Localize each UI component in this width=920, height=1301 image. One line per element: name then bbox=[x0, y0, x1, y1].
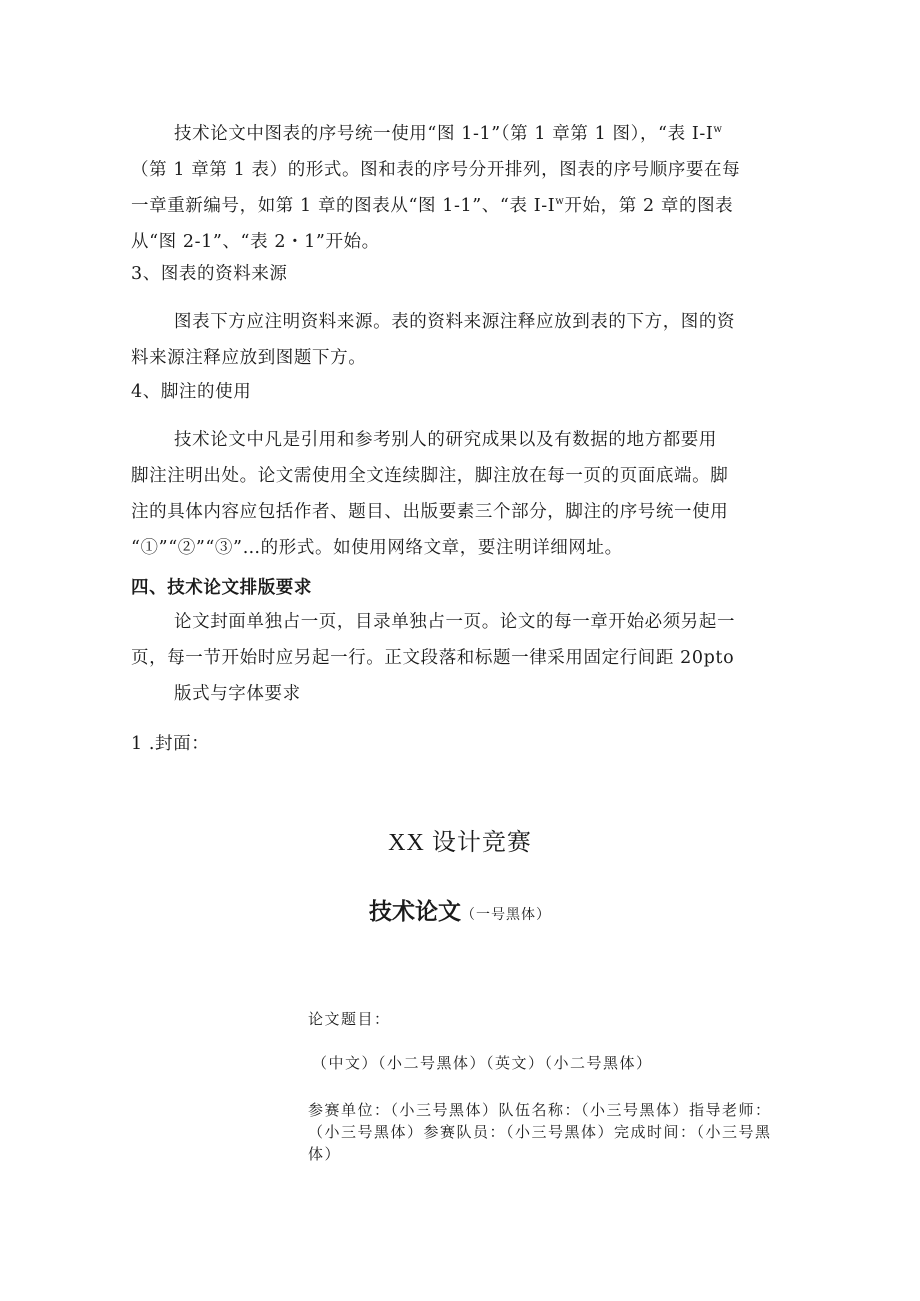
heading-figure-sources: 3、图表的资料来源 bbox=[131, 264, 288, 284]
paragraph-line: 技术论文中图表的序号统一使用“图 1-1”（第 1 章第 1 图），“表 I-I bbox=[174, 124, 714, 144]
paragraph-figure-sources bbox=[131, 310, 791, 382]
cover-info-line: （小三号黑体）参赛队员：（小三号黑体）完成时间：（小三号黑 bbox=[308, 1123, 772, 1141]
paragraph-line: （第 1 章第 1 表）的形式。图和表的序号分开排列，图表的序号顺序要在每 bbox=[131, 160, 741, 180]
cover-subtitle-main: 技术论文 bbox=[369, 899, 461, 925]
superscript-mark: w bbox=[713, 124, 723, 136]
paragraph-line: 一章重新编号，如第 1 章的图表从“图 1-1”、“表 I-I bbox=[131, 196, 556, 216]
paragraph-line: “①”“②”“③”…的形式。如使用网络文章，要注明详细网址。 bbox=[131, 538, 623, 558]
paragraph-line: 版式与字体要求 bbox=[174, 684, 301, 704]
paragraph-layout-requirements bbox=[131, 610, 791, 718]
cover-subtitle-note: （一号黑体） bbox=[461, 907, 551, 923]
paragraph-line: 技术论文中凡是引用和参考别人的研究成果以及有数据的地方都要用 bbox=[174, 430, 717, 450]
superscript-mark: w bbox=[555, 196, 565, 208]
paragraph-figure-numbering bbox=[131, 122, 791, 266]
section-heading-layout: 四、技术论文排版要求 bbox=[131, 578, 312, 598]
cover-subtitle bbox=[0, 897, 920, 930]
paragraph-line: 注的具体内容应包括作者、题目、出版要素三个部分，脚注的序号统一使用 bbox=[131, 502, 729, 522]
cover-info-line: 体） bbox=[308, 1145, 342, 1163]
cover-info-line: 参赛单位：（小三号黑体）队伍名称：（小三号黑体）指导老师： bbox=[308, 1101, 772, 1119]
paragraph-line: 论文封面单独占一页，目录单独占一页。论文的每一章开始必须另起一 bbox=[174, 612, 736, 632]
paragraph-line: 料来源注释应放到图题下方。 bbox=[131, 348, 367, 368]
item-cover: 1 .封面： bbox=[131, 734, 210, 754]
paragraph-line: 图表下方应注明资料来源。表的资料来源注释应放到表的下方，图的资 bbox=[174, 312, 736, 332]
cover-info-block bbox=[308, 1099, 798, 1165]
cover-title: XX 设计竞赛 bbox=[388, 830, 532, 856]
paragraph-footnotes bbox=[131, 428, 791, 572]
paragraph-line: 开始，第 2 章的图表 bbox=[564, 196, 734, 216]
paragraph-line: 脚注注明出处。论文需使用全文连续脚注，脚注放在每一页的页面底端。脚 bbox=[131, 466, 729, 486]
heading-footnotes: 4、脚注的使用 bbox=[131, 382, 252, 402]
cover-topic-label: 论文题目： bbox=[308, 1010, 391, 1028]
cover-topic-languages: （中文）（小二号黑体）（英文）（小二号黑体） bbox=[312, 1054, 653, 1072]
paragraph-line: 从“图 2-1”、“表 2・1”开始。 bbox=[131, 232, 380, 252]
paragraph-line: 页，每一节开始时应另起一行。正文段落和标题一律采用固定行间距 20pto bbox=[131, 648, 735, 668]
